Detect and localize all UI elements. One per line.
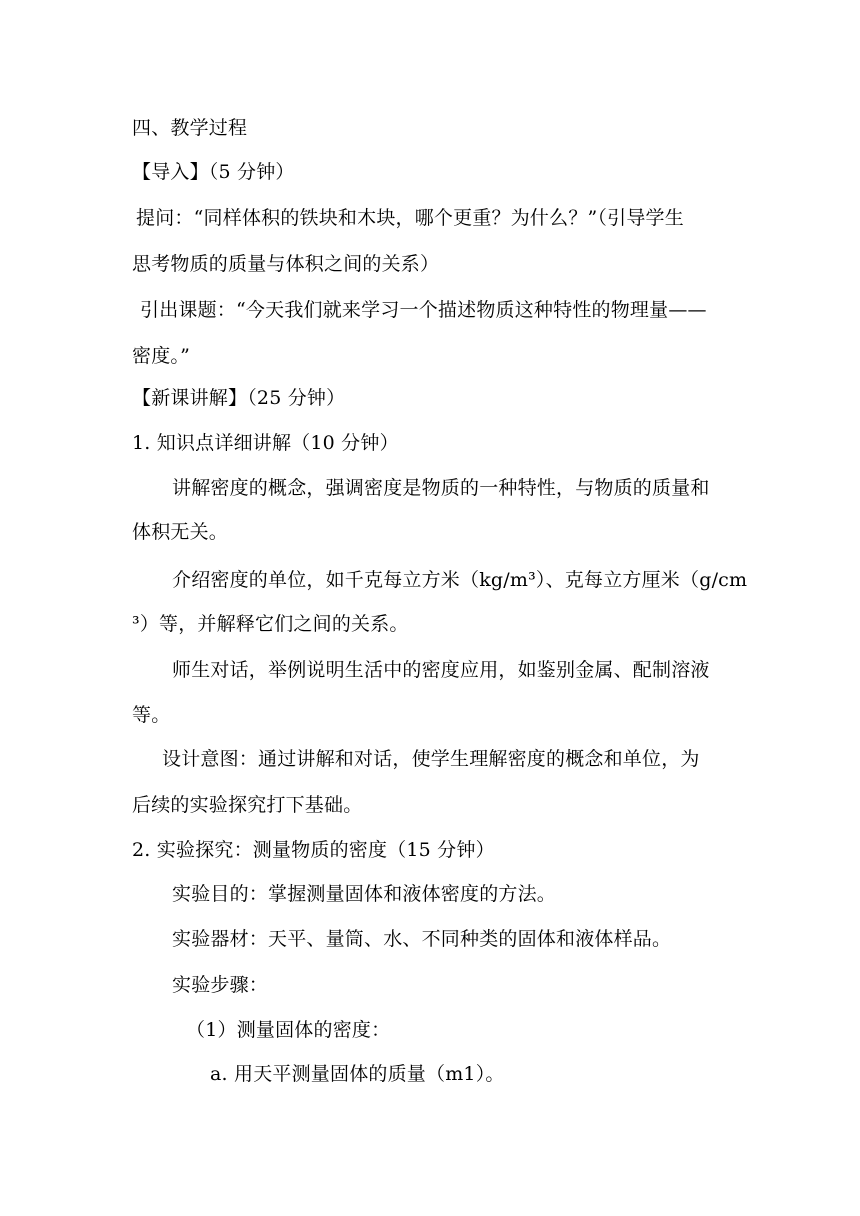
lesson-heading: 【新课讲解】（25 分钟） [132, 387, 346, 409]
paragraph-line: 体积无关。 [132, 521, 229, 543]
paragraph-line: 实验器材：天平、量筒、水、不同种类的固体和液体样品。 [172, 928, 672, 950]
subsection-heading: 2. 实验探究：测量物质的密度（15 分钟） [132, 839, 495, 861]
paragraph-line: 介绍密度的单位，如千克每立方米（kg/m³）、克每立方厘米（g/cm [172, 569, 748, 591]
paragraph-line: 实验步骤： [172, 974, 269, 996]
step-heading: （1）测量固体的密度： [186, 1019, 391, 1041]
paragraph-line: 设计意图：通过讲解和对话，使学生理解密度的概念和单位，为 [162, 748, 700, 770]
paragraph-line: 提问：“同样体积的铁块和木块，哪个更重？为什么？”（引导学生 [136, 207, 684, 229]
paragraph-line: 思考物质的质量与体积之间的关系） [132, 253, 440, 275]
paragraph-line: 等。 [132, 704, 171, 726]
subsection-heading: 1. 知识点详细讲解（10 分钟） [132, 432, 399, 454]
paragraph-line: 密度。” [132, 345, 191, 367]
paragraph-line: 实验目的：掌握测量固体和液体密度的方法。 [172, 883, 557, 905]
section-heading: 四、教学过程 [132, 117, 248, 139]
paragraph-line: 师生对话，举例说明生活中的密度应用，如鉴别金属、配制溶液 [172, 659, 710, 681]
paragraph-line: ³）等，并解释它们之间的关系。 [132, 613, 409, 635]
step-item: a. 用天平测量固体的质量（m1）。 [210, 1063, 505, 1085]
paragraph-line: 引出课题：“今天我们就来学习一个描述物质这种特性的物理量—— [140, 299, 707, 321]
paragraph-line: 后续的实验探究打下基础。 [132, 794, 363, 816]
intro-heading: 【导入】（5 分钟） [132, 161, 295, 183]
paragraph-line: 讲解密度的概念，强调密度是物质的一种特性，与物质的质量和 [172, 477, 710, 499]
